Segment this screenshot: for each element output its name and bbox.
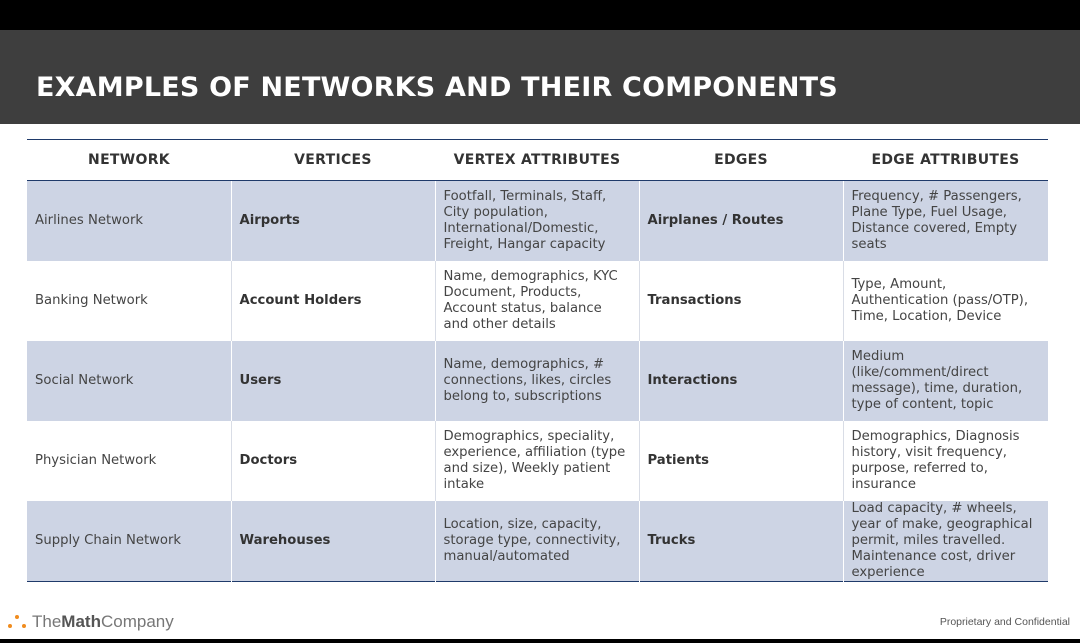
slide-header bbox=[0, 30, 1080, 124]
cell-vertices: Warehouses bbox=[231, 501, 435, 582]
cell-edge-attributes: Type, Amount, Authentication (pass/OTP), Time, Location, Device bbox=[843, 261, 1048, 341]
cell-network: Supply Chain Network bbox=[27, 501, 231, 582]
cell-vertices: Account Holders bbox=[231, 261, 435, 341]
logo-text-math: Math bbox=[61, 612, 101, 631]
cell-vertex-attributes: Location, size, capacity, storage type, connectivity, manual/automated bbox=[435, 501, 639, 582]
column-header-edges: EDGES bbox=[639, 140, 843, 181]
cell-edges: Trucks bbox=[639, 501, 843, 582]
cell-network: Airlines Network bbox=[27, 181, 231, 262]
bottom-black-bar bbox=[0, 639, 1080, 643]
cell-edge-attributes: Load capacity, # wheels, year of make, geographical permit, miles travelled. Maintenance cost, driver experience bbox=[843, 501, 1048, 582]
cell-vertices: Airports bbox=[231, 181, 435, 262]
table-row bbox=[27, 341, 1048, 421]
table-row bbox=[27, 501, 1048, 582]
logo-dots-icon bbox=[8, 612, 28, 632]
table-header-row bbox=[27, 140, 1048, 181]
table-row bbox=[27, 261, 1048, 341]
top-black-bar bbox=[0, 0, 1080, 30]
table-row bbox=[27, 181, 1048, 262]
cell-edge-attributes: Medium (like/comment/direct message), time, duration, type of content, topic bbox=[843, 341, 1048, 421]
slide-title: EXAMPLES OF NETWORKS AND THEIR COMPONENTS bbox=[36, 72, 838, 103]
cell-edges: Interactions bbox=[639, 341, 843, 421]
cell-edge-attributes: Demographics, Diagnosis history, visit frequency, purpose, referred to, insurance bbox=[843, 421, 1048, 501]
cell-vertices: Doctors bbox=[231, 421, 435, 501]
cell-vertex-attributes: Footfall, Terminals, Staff, City population, International/Domestic, Freight, Hangar capacity bbox=[435, 181, 639, 262]
cell-edge-attributes: Frequency, # Passengers, Plane Type, Fuel Usage, Distance covered, Empty seats bbox=[843, 181, 1048, 262]
cell-vertex-attributes: Demographics, speciality, experience, affiliation (type and size), Weekly patient intake bbox=[435, 421, 639, 501]
cell-vertices: Users bbox=[231, 341, 435, 421]
confidential-notice: Proprietary and Confidential bbox=[939, 616, 1070, 628]
cell-vertex-attributes: Name, demographics, KYC Document, Products, Account status, balance and other details bbox=[435, 261, 639, 341]
cell-network: Social Network bbox=[27, 341, 231, 421]
company-logo bbox=[8, 611, 174, 633]
cell-network: Banking Network bbox=[27, 261, 231, 341]
column-header-vertices: VERTICES bbox=[231, 140, 435, 181]
column-header-edge-attributes: EDGE ATTRIBUTES bbox=[843, 140, 1048, 181]
cell-edges: Airplanes / Routes bbox=[639, 181, 843, 262]
cell-edges: Transactions bbox=[639, 261, 843, 341]
networks-table bbox=[27, 139, 1048, 582]
column-header-network: NETWORK bbox=[27, 140, 231, 181]
column-header-vertex-attributes: VERTEX ATTRIBUTES bbox=[435, 140, 639, 181]
cell-vertex-attributes: Name, demographics, # connections, likes, circles belong to, subscriptions bbox=[435, 341, 639, 421]
cell-edges: Patients bbox=[639, 421, 843, 501]
table-row bbox=[27, 421, 1048, 501]
logo-text bbox=[32, 612, 174, 632]
cell-network: Physician Network bbox=[27, 421, 231, 501]
logo-text-the: The bbox=[32, 612, 62, 631]
logo-text-company: Company bbox=[100, 612, 174, 631]
